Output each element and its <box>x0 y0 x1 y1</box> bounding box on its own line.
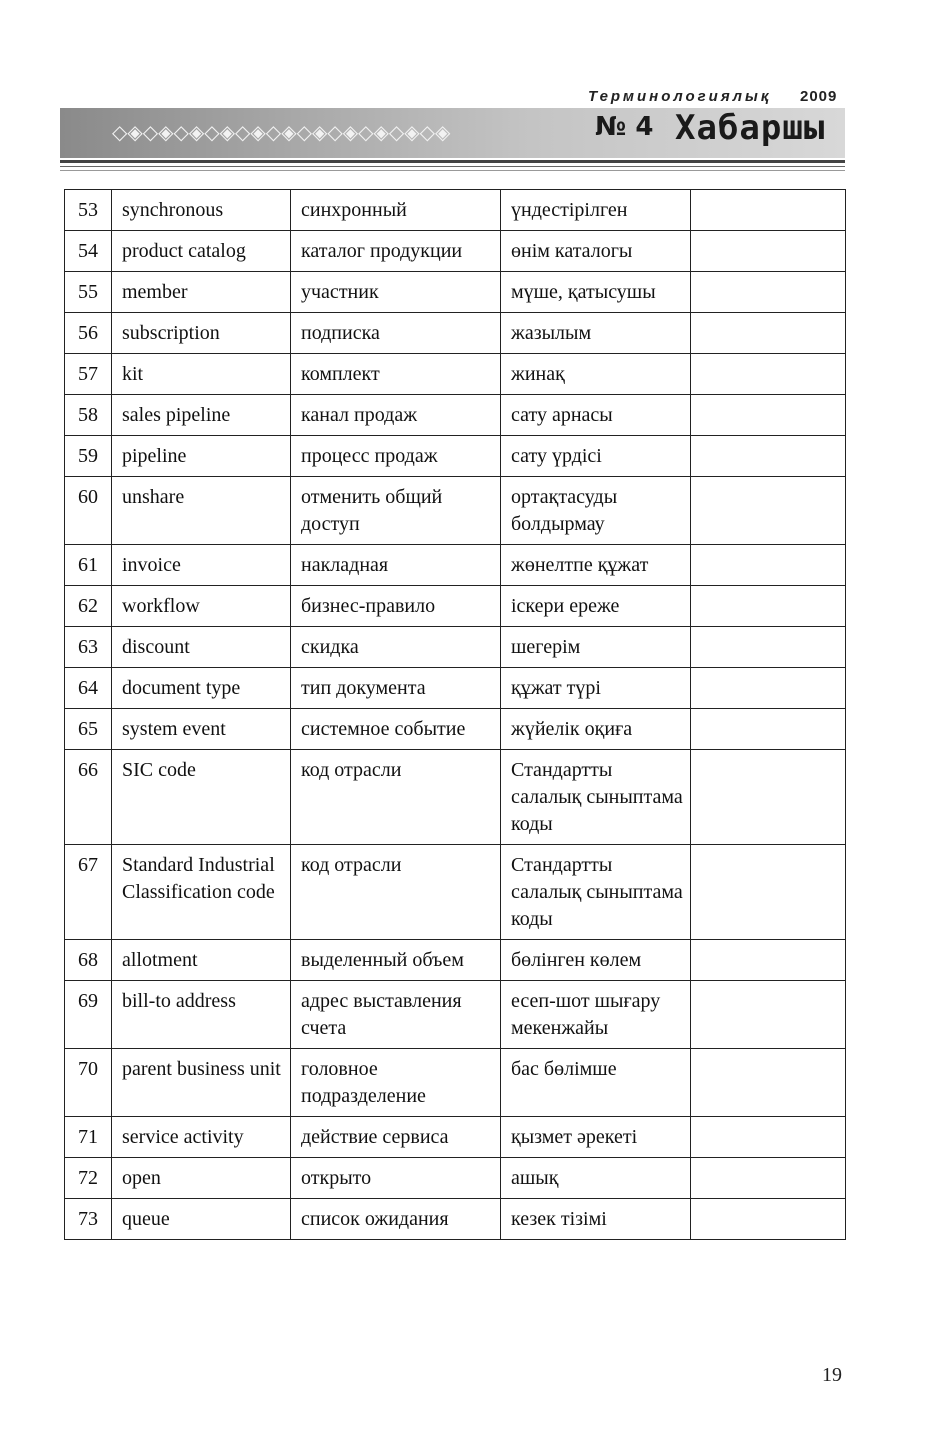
header-rule <box>60 170 845 171</box>
term-number: 56 <box>65 313 112 354</box>
term-kazakh: есеп-шот шығару мекенжайы <box>501 981 691 1049</box>
table-row <box>65 1199 846 1240</box>
term-russian: участник <box>291 272 501 313</box>
term-english: kit <box>112 354 291 395</box>
term-russian: головное подразделение <box>291 1049 501 1117</box>
term-english: unshare <box>112 477 291 545</box>
term-kazakh: Стандартты салалық сыныптама коды <box>501 750 691 845</box>
term-empty-cell <box>691 395 846 436</box>
table-row <box>65 395 846 436</box>
term-russian: выделенный объем <box>291 940 501 981</box>
page-number: 19 <box>822 1364 842 1386</box>
term-kazakh: Стандартты салалық сыныптама коды <box>501 845 691 940</box>
term-english: document type <box>112 668 291 709</box>
table-row <box>65 477 846 545</box>
term-number: 57 <box>65 354 112 395</box>
term-russian: накладная <box>291 545 501 586</box>
term-english: pipeline <box>112 436 291 477</box>
term-kazakh: бөлінген көлем <box>501 940 691 981</box>
header-banner <box>60 108 845 158</box>
table-row <box>65 845 846 940</box>
term-english: workflow <box>112 586 291 627</box>
term-empty-cell <box>691 545 846 586</box>
term-empty-cell <box>691 750 846 845</box>
term-kazakh: жинақ <box>501 354 691 395</box>
term-number: 65 <box>65 709 112 750</box>
term-russian: отменить общий доступ <box>291 477 501 545</box>
table-row <box>65 313 846 354</box>
term-empty-cell <box>691 477 846 545</box>
term-russian: комплект <box>291 354 501 395</box>
term-number: 60 <box>65 477 112 545</box>
term-number: 73 <box>65 1199 112 1240</box>
term-empty-cell <box>691 231 846 272</box>
table-row <box>65 586 846 627</box>
term-russian: список ожидания <box>291 1199 501 1240</box>
term-english: open <box>112 1158 291 1199</box>
term-empty-cell <box>691 1117 846 1158</box>
term-kazakh: ортақтасуды болдырмау <box>501 477 691 545</box>
terminology-table-body <box>65 190 846 1240</box>
term-russian: процесс продаж <box>291 436 501 477</box>
table-row <box>65 750 846 845</box>
term-english: SIC code <box>112 750 291 845</box>
table-row <box>65 272 846 313</box>
term-russian: системное событие <box>291 709 501 750</box>
term-number: 70 <box>65 1049 112 1117</box>
term-english: system event <box>112 709 291 750</box>
term-russian: код отрасли <box>291 845 501 940</box>
term-empty-cell <box>691 709 846 750</box>
term-kazakh: іскери ереже <box>501 586 691 627</box>
term-english: queue <box>112 1199 291 1240</box>
term-number: 54 <box>65 231 112 272</box>
term-number: 68 <box>65 940 112 981</box>
journal-year: 2009 <box>800 88 838 105</box>
term-number: 59 <box>65 436 112 477</box>
table-row <box>65 1117 846 1158</box>
term-empty-cell <box>691 272 846 313</box>
term-number: 69 <box>65 981 112 1049</box>
term-kazakh: үндестірілген <box>501 190 691 231</box>
term-english: member <box>112 272 291 313</box>
table-row <box>65 981 846 1049</box>
term-number: 62 <box>65 586 112 627</box>
term-russian: синхронный <box>291 190 501 231</box>
term-empty-cell <box>691 940 846 981</box>
header-rule <box>60 166 845 167</box>
term-number: 55 <box>65 272 112 313</box>
table-row <box>65 668 846 709</box>
term-number: 72 <box>65 1158 112 1199</box>
journal-name: Терминологиялық <box>588 88 772 105</box>
term-empty-cell <box>691 627 846 668</box>
term-number: 67 <box>65 845 112 940</box>
term-kazakh: кезек тізімі <box>501 1199 691 1240</box>
term-number: 63 <box>65 627 112 668</box>
kazakh-ornament-icon: ◇◈◇◈◇◈◇◈◇◈◇◈◇◈◇◈◇◈◇◈◇◈ <box>112 120 451 144</box>
term-russian: код отрасли <box>291 750 501 845</box>
term-english: Standard Industrial Classification code <box>112 845 291 940</box>
term-kazakh: ашық <box>501 1158 691 1199</box>
term-english: synchronous <box>112 190 291 231</box>
term-number: 53 <box>65 190 112 231</box>
term-number: 61 <box>65 545 112 586</box>
table-row <box>65 709 846 750</box>
term-kazakh: мүше, қатысушы <box>501 272 691 313</box>
term-russian: адрес выставления счета <box>291 981 501 1049</box>
issue-number: № 4 <box>595 112 654 142</box>
term-empty-cell <box>691 1158 846 1199</box>
table-row <box>65 940 846 981</box>
term-empty-cell <box>691 845 846 940</box>
table-row <box>65 354 846 395</box>
term-kazakh: жазылым <box>501 313 691 354</box>
table-row <box>65 627 846 668</box>
term-english: bill-to address <box>112 981 291 1049</box>
term-empty-cell <box>691 981 846 1049</box>
term-russian: подписка <box>291 313 501 354</box>
term-russian: действие сервиса <box>291 1117 501 1158</box>
table-row <box>65 545 846 586</box>
term-kazakh: шегерім <box>501 627 691 668</box>
term-kazakh: сату арнасы <box>501 395 691 436</box>
header-rule <box>60 160 845 163</box>
term-empty-cell <box>691 313 846 354</box>
term-english: service activity <box>112 1117 291 1158</box>
term-number: 58 <box>65 395 112 436</box>
term-russian: открыто <box>291 1158 501 1199</box>
term-kazakh: құжат түрі <box>501 668 691 709</box>
term-empty-cell <box>691 1199 846 1240</box>
term-kazakh: жүйелік оқиға <box>501 709 691 750</box>
term-empty-cell <box>691 354 846 395</box>
table-row <box>65 231 846 272</box>
term-russian: бизнес-правило <box>291 586 501 627</box>
term-number: 71 <box>65 1117 112 1158</box>
table-row <box>65 1049 846 1117</box>
term-english: discount <box>112 627 291 668</box>
terminology-table <box>64 189 846 1240</box>
term-empty-cell <box>691 190 846 231</box>
term-kazakh: бас бөлімше <box>501 1049 691 1117</box>
term-english: parent business unit <box>112 1049 291 1117</box>
term-russian: тип документа <box>291 668 501 709</box>
issue-title: Хабаршы <box>675 108 826 148</box>
term-kazakh: жөнелтпе құжат <box>501 545 691 586</box>
term-kazakh: сату үрдісі <box>501 436 691 477</box>
term-kazakh: қызмет әрекеті <box>501 1117 691 1158</box>
term-empty-cell <box>691 436 846 477</box>
table-row <box>65 436 846 477</box>
table-row <box>65 1158 846 1199</box>
term-number: 66 <box>65 750 112 845</box>
term-number: 64 <box>65 668 112 709</box>
term-english: sales pipeline <box>112 395 291 436</box>
term-english: allotment <box>112 940 291 981</box>
term-empty-cell <box>691 586 846 627</box>
table-row <box>65 190 846 231</box>
term-empty-cell <box>691 1049 846 1117</box>
term-english: subscription <box>112 313 291 354</box>
term-english: product catalog <box>112 231 291 272</box>
term-russian: скидка <box>291 627 501 668</box>
term-kazakh: өнім каталогы <box>501 231 691 272</box>
term-english: invoice <box>112 545 291 586</box>
term-russian: канал продаж <box>291 395 501 436</box>
term-empty-cell <box>691 668 846 709</box>
term-russian: каталог продукции <box>291 231 501 272</box>
